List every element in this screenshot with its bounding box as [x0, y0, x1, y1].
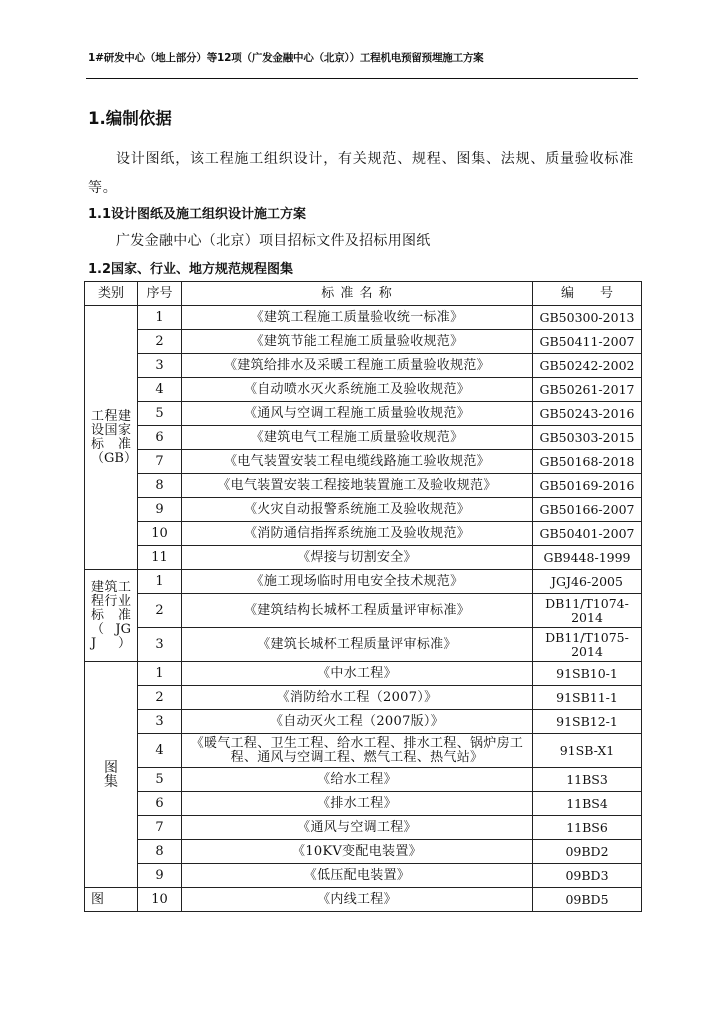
table-row [85, 354, 642, 378]
code-cell: DB11/T1075-2014 [533, 628, 642, 662]
table-row [85, 864, 642, 888]
standard-name-cell: 《自动喷水灭火系统施工及验收规范》 [182, 378, 533, 402]
standard-name-cell: 《施工现场临时用电安全技术规范》 [182, 570, 533, 594]
code-cell: 09BD2 [533, 840, 642, 864]
code-cell: GB50300-2013 [533, 306, 642, 330]
code-cell: 09BD3 [533, 864, 642, 888]
section-paragraph: 设计图纸，该工程施工组织设计，有关规范、规程、图集、法规、质量验收标准等。 [88, 151, 634, 196]
table-row [85, 378, 642, 402]
code-cell: 11BS4 [533, 792, 642, 816]
code-cell: GB50411-2007 [533, 330, 642, 354]
standard-name-cell: 《排水工程》 [182, 792, 533, 816]
category-label: 建筑工程行业标准（JGJ） [91, 579, 131, 651]
section-heading-1-2: 1.2国家、行业、地方规范规程图集 [88, 262, 294, 277]
table-row [85, 888, 642, 912]
table-row [85, 816, 642, 840]
seq-cell: 8 [138, 474, 182, 498]
seq-cell: 6 [138, 426, 182, 450]
code-cell: GB50303-2015 [533, 426, 642, 450]
standard-name-cell: 《火灾自动报警系统施工及验收规范》 [182, 498, 533, 522]
code-cell: 91SB10-1 [533, 662, 642, 686]
standard-name-cell: 《低压配电装置》 [182, 864, 533, 888]
header-category: 类别 [85, 282, 138, 306]
standards-table [84, 281, 642, 912]
standard-name-cell: 《消防通信指挥系统施工及验收规范》 [182, 522, 533, 546]
category-cell [85, 662, 138, 888]
section-heading-1-1: 1.1设计图纸及施工组织设计施工方案 [88, 207, 307, 222]
seq-cell: 8 [138, 840, 182, 864]
category-cell [85, 888, 138, 912]
seq-cell: 7 [138, 450, 182, 474]
category-label: 图 [91, 891, 105, 907]
code-cell: 91SB11-1 [533, 686, 642, 710]
code-cell: GB50261-2017 [533, 378, 642, 402]
seq-cell: 5 [138, 402, 182, 426]
page-header: 1#研发中心（地上部分）等12项（广发金融中心（北京））工程机电预留预埋施工方案 [88, 52, 484, 64]
code-cell: 91SB-X1 [533, 734, 642, 768]
standard-name-cell: 《通风与空调工程施工质量验收规范》 [182, 402, 533, 426]
seq-cell: 2 [138, 330, 182, 354]
seq-cell: 2 [138, 686, 182, 710]
standard-name-cell: 《建筑电气工程施工质量验收规范》 [182, 426, 533, 450]
standard-name-cell: 《通风与空调工程》 [182, 816, 533, 840]
standard-name-cell: 《给水工程》 [182, 768, 533, 792]
seq-cell: 10 [138, 888, 182, 912]
category-label: 工程建设国家标准（GB） [91, 408, 137, 466]
seq-cell: 11 [138, 546, 182, 570]
section-1-1-text: 广发金融中心（北京）项目招标文件及招标用图纸 [116, 233, 431, 249]
seq-cell: 3 [138, 710, 182, 734]
seq-cell: 1 [138, 662, 182, 686]
header-divider [86, 78, 638, 79]
code-cell: 11BS3 [533, 768, 642, 792]
table-row [85, 306, 642, 330]
table-row [85, 546, 642, 570]
standard-name-cell: 《自动灭火工程（2007版）》 [182, 710, 533, 734]
standard-name-cell: 《消防给水工程（2007）》 [182, 686, 533, 710]
table-row [85, 426, 642, 450]
seq-cell: 7 [138, 816, 182, 840]
standard-name-cell: 《暖气工程、卫生工程、给水工程、排水工程、锅炉房工程、通风与空调工程、燃气工程、热气站》 [182, 734, 533, 768]
code-cell: JGJ46-2005 [533, 570, 642, 594]
code-cell: GB50166-2007 [533, 498, 642, 522]
seq-cell: 9 [138, 864, 182, 888]
table-row [85, 686, 642, 710]
code-cell: GB50168-2018 [533, 450, 642, 474]
seq-cell: 5 [138, 768, 182, 792]
seq-cell: 3 [138, 354, 182, 378]
code-cell: GB50242-2002 [533, 354, 642, 378]
standard-name-cell: 《焊接与切割安全》 [182, 546, 533, 570]
seq-cell: 1 [138, 306, 182, 330]
table-row [85, 522, 642, 546]
category-cell [85, 570, 138, 662]
standard-name-cell: 《建筑长城杯工程质量评审标准》 [182, 628, 533, 662]
table-row [85, 628, 642, 662]
table-row [85, 734, 642, 768]
standard-name-cell: 《建筑节能工程施工质量验收规范》 [182, 330, 533, 354]
standard-name-cell: 《建筑工程施工质量验收统一标准》 [182, 306, 533, 330]
table-row [85, 474, 642, 498]
category-line: 集 [104, 773, 118, 790]
seq-cell: 9 [138, 498, 182, 522]
standard-name-cell: 《电气装置安装工程接地装置施工及验收规范》 [182, 474, 533, 498]
code-cell: GB50169-2016 [533, 474, 642, 498]
category-cell [85, 306, 138, 570]
header-code: 编 号 [533, 282, 642, 306]
table-row [85, 402, 642, 426]
table-row [85, 792, 642, 816]
code-cell: 91SB12-1 [533, 710, 642, 734]
seq-cell: 4 [138, 734, 182, 768]
standard-name-cell: 《10KV变配电装置》 [182, 840, 533, 864]
section-heading-1: 1.编制依据 [88, 109, 172, 128]
standard-name-cell: 《电气装置安装工程电缆线路施工验收规范》 [182, 450, 533, 474]
header-name: 标 准 名 称 [182, 282, 533, 306]
seq-cell: 2 [138, 594, 182, 628]
code-cell: GB9448-1999 [533, 546, 642, 570]
table-header-row [85, 282, 642, 306]
category-line: 图 [104, 759, 118, 776]
code-cell: GB50243-2016 [533, 402, 642, 426]
header-seq: 序号 [138, 282, 182, 306]
code-cell: 11BS6 [533, 816, 642, 840]
standard-name-cell: 《建筑结构长城杯工程质量评审标准》 [182, 594, 533, 628]
standard-name-cell: 《内线工程》 [182, 888, 533, 912]
standard-name-cell: 《建筑给排水及采暖工程施工质量验收规范》 [182, 354, 533, 378]
code-cell: GB50401-2007 [533, 522, 642, 546]
table-row [85, 768, 642, 792]
table-row [85, 594, 642, 628]
table-row [85, 498, 642, 522]
seq-cell: 10 [138, 522, 182, 546]
standard-name-cell: 《中水工程》 [182, 662, 533, 686]
code-cell: 09BD5 [533, 888, 642, 912]
table-row [85, 662, 642, 686]
table-row [85, 330, 642, 354]
seq-cell: 1 [138, 570, 182, 594]
table-row [85, 450, 642, 474]
seq-cell: 3 [138, 628, 182, 662]
table-row [85, 570, 642, 594]
table-row [85, 840, 642, 864]
seq-cell: 4 [138, 378, 182, 402]
table-row [85, 710, 642, 734]
seq-cell: 6 [138, 792, 182, 816]
code-cell: DB11/T1074-2014 [533, 594, 642, 628]
